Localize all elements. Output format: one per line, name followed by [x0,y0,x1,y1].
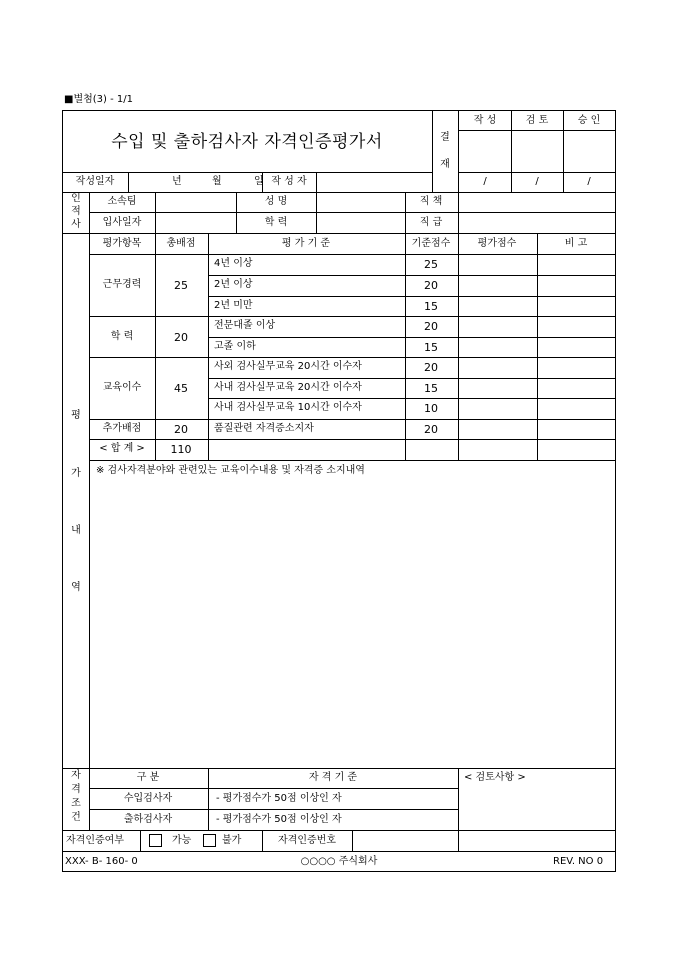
approval-date-write: / [483,176,487,187]
eval-col-line-1 [155,233,156,460]
person-mid-line [89,212,616,213]
eval-col-line-4 [458,233,459,460]
criteria-training-3: 사내 검사실무교육 10시간 이수자 [214,402,362,413]
grade-label: 직 급 [419,217,443,228]
eval-group-line-4 [89,439,616,440]
result-line-2 [262,830,263,851]
approval-sign-line [458,172,615,173]
approval-col-review: 검 토 [525,115,549,126]
qual-review-line [458,768,459,830]
person-line-1 [155,192,156,233]
approval-left-line [432,110,433,192]
name-label: 성 명 [264,196,288,207]
result-line-1 [140,830,141,851]
header-base-score: 기준점수 [411,238,451,249]
person-line-3 [316,192,317,233]
date-month: 월 [212,176,222,187]
education-label: 학 력 [264,217,288,228]
sum-value: 110 [170,443,192,456]
cert-number-label: 자격인증번호 [278,835,336,846]
join-date-label: 입사일자 [102,217,142,228]
result-bottom-line [62,851,616,852]
meta-line-3 [316,172,317,192]
result-label: 자격인증여부 [66,835,124,846]
qual-col-standard: 자 격 기 준 [308,772,358,783]
approval-label-line [458,110,459,192]
person-line-4 [405,192,406,233]
eval-group-line-1 [89,316,616,317]
criteria-extra-1: 품질관련 자격증소지자 [214,423,314,434]
result-line-3 [352,830,353,851]
score-education-1: 20 [424,320,438,333]
score-career-3: 15 [424,300,438,313]
approval-col-write: 작 성 [473,115,497,126]
score-training-1: 20 [424,361,438,374]
qual-side-line [89,768,90,830]
header-eval-score: 평가점수 [477,238,517,249]
date-label: 작성일자 [75,176,115,187]
qual-top-line [62,768,616,769]
eval-col-line-2 [208,233,209,460]
qual-std-outgoing: - 평가점수가 50점 이상인 자 [216,814,342,825]
eval-row-line-4 [208,337,616,338]
item-extra: 추가배점 [102,423,142,434]
eval-side-1: 평 [71,410,81,421]
result-line-4 [458,830,459,851]
header-item: 평가항목 [102,238,142,249]
score-training-2: 15 [424,382,438,395]
footer-rev: REV. NO 0 [553,856,604,867]
approval-label-1: 결 [440,132,450,143]
footer-company: ○○○○ 주식회사 [300,856,378,867]
item-training: 교육이수 [102,382,142,393]
footer-code: XXX- B- 160- 0 [65,856,138,867]
checkbox-possible[interactable] [149,834,162,847]
person-side-1: 인 [71,193,81,204]
score-career-1: 25 [424,258,438,271]
duty-label: 직 책 [419,196,443,207]
qual-type-outgoing: 출하검사자 [123,814,173,825]
approval-label-2: 재 [440,159,450,170]
criteria-education-2: 고졸 이하 [214,341,256,352]
qual-side-2: 격 [71,784,81,795]
criteria-career-1: 4년 이상 [214,258,253,269]
eval-row-line-2 [208,296,616,297]
criteria-career-2: 2년 이상 [214,279,253,290]
criteria-training-2: 사내 검사실무교육 20시간 이수자 [214,382,362,393]
eval-side-2: 가 [71,468,81,479]
eval-side-3: 내 [71,525,81,536]
frame-right [615,110,616,871]
author-label: 작 성 자 [271,176,307,187]
date-year: 년 [172,176,182,187]
meta-line-1 [128,172,129,192]
person-side-2: 적 [71,206,81,217]
score-education-2: 15 [424,341,438,354]
eval-col-line-3 [405,233,406,460]
eval-side-line [89,233,90,768]
meta-top-line [62,172,432,173]
criteria-education-1: 전문대졸 이상 [214,320,276,331]
eval-col-line-5 [537,233,538,460]
eval-header-line [89,254,616,255]
eval-sum-line [89,460,616,461]
total-extra: 20 [174,423,188,436]
criteria-training-1: 사외 검사실무교육 20시간 이수자 [214,361,362,372]
qual-bottom-line [62,830,616,831]
score-extra-1: 20 [424,423,438,436]
impossible-label: 불가 [222,835,242,846]
frame-bottom [62,871,616,872]
possible-label: 가능 [172,835,192,846]
approval-col-line-1 [511,110,512,192]
eval-group-line-3 [89,419,616,420]
item-career: 근무경력 [102,279,142,290]
meta-bottom-line [62,192,616,193]
criteria-career-3: 2년 미만 [214,300,253,311]
qual-header-line [89,788,458,789]
eval-side-4: 역 [71,582,81,593]
approval-col-approve: 승 인 [577,115,601,126]
qual-side-3: 조 [71,798,81,809]
approval-date-review: / [535,176,539,187]
date-day: 일 [254,176,264,187]
person-line-2 [236,192,237,233]
eval-row-line-6 [208,378,616,379]
header-criteria: 평 가 기 준 [281,238,331,249]
approval-col-line-2 [563,110,564,192]
qual-col-line [208,768,209,830]
eval-row-line-7 [208,398,616,399]
total-training: 45 [174,382,188,395]
person-line-5 [458,192,459,233]
frame-top [62,110,616,111]
frame-left [62,110,63,871]
approval-date-approve: / [587,176,591,187]
person-side-3: 사 [71,219,81,230]
qual-std-incoming: - 평가점수가 50점 이상인 자 [216,793,342,804]
total-career: 25 [174,279,188,292]
approval-head-line [458,130,615,131]
score-career-2: 20 [424,279,438,292]
qual-type-incoming: 수입검사자 [123,793,173,804]
qual-col-division: 구 분 [136,772,160,783]
form-reference: ■별첨(3) - 1/1 [64,94,133,105]
page-title: 수입 및 출하검사자 자격인증평가서 [111,132,383,152]
review-label: < 검토사항 > [464,772,526,783]
eval-group-line-2 [89,357,616,358]
item-education: 학 력 [110,331,134,342]
person-side-line [89,192,90,233]
total-education: 20 [174,331,188,344]
person-bottom-line [62,233,616,234]
dept-label: 소속팀 [107,196,137,207]
eval-row-line-1 [208,275,616,276]
sum-label: < 합 계 > [99,443,145,454]
qual-side-1: 자 [71,770,81,781]
header-remark: 비 고 [564,238,588,249]
score-training-3: 10 [424,402,438,415]
qual-row-line [89,809,458,810]
note-text: ※ 검사자격분야와 관련있는 교육이수내용 및 자격증 소지내역 [96,465,365,476]
checkbox-impossible[interactable] [203,834,216,847]
qual-side-4: 건 [71,812,81,823]
header-total: 총배점 [166,238,196,249]
